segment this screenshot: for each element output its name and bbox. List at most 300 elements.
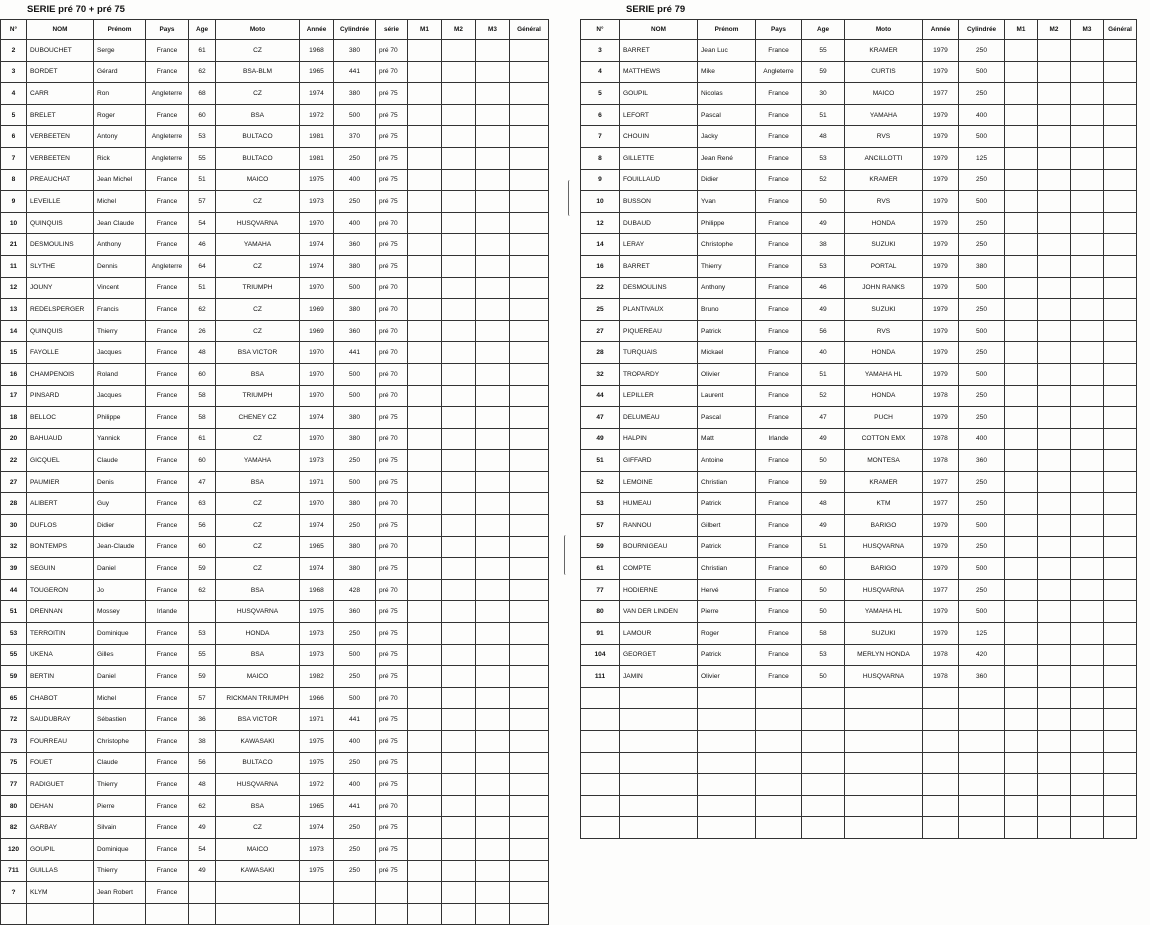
cell-age: 58 [802, 623, 845, 645]
empty-score-cell [442, 450, 476, 472]
cell-age: 60 [189, 363, 216, 385]
empty-score-cell [510, 471, 549, 493]
cell-pr-nom: Anthony [698, 277, 756, 299]
cell-ann-e: 1970 [300, 212, 334, 234]
cell-cylindr-e: 500 [334, 687, 376, 709]
table-row [581, 104, 1137, 126]
cell-n [581, 817, 620, 839]
cell-ann-e [300, 882, 334, 904]
empty-score-cell [442, 40, 476, 62]
cell-pr-nom: Roger [698, 623, 756, 645]
table-row [581, 558, 1137, 580]
cell-age: 47 [189, 471, 216, 493]
table-row [581, 687, 1137, 709]
cell-pays [756, 709, 802, 731]
empty-score-cell [442, 731, 476, 753]
cell-pays: Angleterre [756, 61, 802, 83]
cell-pr-nom: Mickael [698, 342, 756, 364]
table-row [1, 277, 549, 299]
table-header-row [1, 20, 549, 40]
empty-score-cell [1005, 126, 1038, 148]
empty-score-cell [1038, 147, 1071, 169]
cell-age: 60 [189, 104, 216, 126]
cell-nom: BONTEMPS [27, 536, 94, 558]
cell-moto: HUSQVARNA [216, 212, 300, 234]
empty-score-cell [1104, 234, 1137, 256]
empty-score-cell [1005, 493, 1038, 515]
cell-n: 8 [581, 147, 620, 169]
cell-n: 9 [1, 191, 27, 213]
cell-age: 58 [189, 407, 216, 429]
cell-pr-nom: Ron [94, 83, 146, 105]
cell-n: 47 [581, 407, 620, 429]
cell-cylindr-e: 250 [334, 147, 376, 169]
cell-cylindr-e: 441 [334, 795, 376, 817]
empty-score-cell [476, 579, 510, 601]
cell-moto: BSA [216, 104, 300, 126]
empty-score-cell [1038, 493, 1071, 515]
cell-pr-nom: Thierry [94, 774, 146, 796]
empty-score-cell [408, 385, 442, 407]
table-row [1, 126, 549, 148]
page-gutter [548, 0, 580, 785]
cell-moto: MERLYN HONDA [845, 644, 923, 666]
empty-score-cell [1038, 731, 1071, 753]
empty-score-cell [476, 104, 510, 126]
cell-ann-e: 1977 [923, 579, 959, 601]
cell-n [581, 687, 620, 709]
cell-n [581, 731, 620, 753]
cell-pr-nom: Didier [698, 169, 756, 191]
empty-score-cell [442, 774, 476, 796]
empty-score-cell [476, 212, 510, 234]
empty-score-cell [1104, 774, 1137, 796]
cell-pr-nom: Jacques [94, 385, 146, 407]
empty-score-cell [408, 903, 442, 925]
empty-score-cell [1005, 342, 1038, 364]
cell-moto: YAMAHA [845, 104, 923, 126]
empty-score-cell [1104, 363, 1137, 385]
empty-score-cell [1038, 774, 1071, 796]
binding-mark [568, 180, 573, 216]
cell-n: 120 [1, 838, 27, 860]
cell-pr-nom: Olivier [698, 666, 756, 688]
empty-score-cell [1071, 795, 1104, 817]
cell-moto: CZ [216, 428, 300, 450]
empty-score-cell [1005, 147, 1038, 169]
cell-age: 60 [189, 450, 216, 472]
cell-ann-e: 1974 [300, 255, 334, 277]
cell-nom [620, 774, 698, 796]
empty-score-cell [1005, 191, 1038, 213]
empty-score-cell [476, 795, 510, 817]
cell-ann-e: 1977 [923, 493, 959, 515]
empty-score-cell [1038, 191, 1071, 213]
empty-score-cell [510, 666, 549, 688]
cell-moto: BARIGO [845, 515, 923, 537]
cell-moto: CZ [216, 320, 300, 342]
empty-score-cell [1038, 255, 1071, 277]
cell-cylindr-e: 380 [334, 407, 376, 429]
empty-score-cell [442, 61, 476, 83]
cell-ann-e: 1978 [923, 385, 959, 407]
cell-age: 59 [802, 61, 845, 83]
cell-age: 46 [189, 234, 216, 256]
cell-ann-e: 1973 [300, 623, 334, 645]
cell-age [802, 752, 845, 774]
cell-pays: France [756, 601, 802, 623]
empty-score-cell [476, 83, 510, 105]
empty-score-cell [442, 83, 476, 105]
empty-score-cell [476, 191, 510, 213]
empty-score-cell [408, 61, 442, 83]
cell-n: 6 [581, 104, 620, 126]
cell-nom: GUILLAS [27, 860, 94, 882]
table-row [581, 126, 1137, 148]
empty-score-cell [1005, 299, 1038, 321]
empty-score-cell [510, 126, 549, 148]
cell-pays: France [146, 687, 189, 709]
cell-cylindr-e: 360 [334, 320, 376, 342]
cell-cylindr-e: 250 [959, 536, 1005, 558]
column-header: N° [1, 20, 27, 40]
pre79-table [580, 19, 1137, 839]
table-row [1, 191, 549, 213]
cell-n: 18 [1, 407, 27, 429]
empty-score-cell [476, 838, 510, 860]
cell-moto: BSA-BLM [216, 61, 300, 83]
empty-score-cell [510, 903, 549, 925]
table-row [1, 299, 549, 321]
cell-age: 50 [802, 666, 845, 688]
table-row [1, 731, 549, 753]
cell-nom: PINSARD [27, 385, 94, 407]
cell-cylindr-e: 360 [959, 450, 1005, 472]
empty-score-cell [1104, 558, 1137, 580]
cell-moto: BSA [216, 363, 300, 385]
cell-pr-nom: Christian [698, 558, 756, 580]
cell-nom: TROPARDY [620, 363, 698, 385]
cell-ann-e: 1979 [923, 212, 959, 234]
empty-score-cell [1005, 40, 1038, 62]
empty-score-cell [510, 882, 549, 904]
empty-score-cell [442, 342, 476, 364]
cell-cylindr-e: 500 [959, 558, 1005, 580]
table-row [581, 342, 1137, 364]
empty-score-cell [408, 191, 442, 213]
empty-score-cell [1071, 342, 1104, 364]
cell-pays: France [756, 234, 802, 256]
empty-score-cell [510, 61, 549, 83]
cell-ann-e: 1974 [300, 817, 334, 839]
cell-cylindr-e: 360 [334, 601, 376, 623]
column-header: M1 [408, 20, 442, 40]
cell-ann-e: 1979 [923, 61, 959, 83]
empty-score-cell [1038, 666, 1071, 688]
empty-score-cell [1005, 579, 1038, 601]
empty-score-cell [1038, 277, 1071, 299]
empty-score-cell [1104, 471, 1137, 493]
cell-age [802, 687, 845, 709]
cell-n: 22 [581, 277, 620, 299]
cell-cylindr-e: 500 [334, 104, 376, 126]
table-row [581, 234, 1137, 256]
cell-pays: France [756, 493, 802, 515]
cell-pays: France [756, 363, 802, 385]
empty-score-cell [1005, 169, 1038, 191]
cell-ann-e [923, 817, 959, 839]
empty-score-cell [408, 558, 442, 580]
cell-cylindr-e: 125 [959, 147, 1005, 169]
cell-pr-nom [698, 774, 756, 796]
cell-ann-e: 1979 [923, 515, 959, 537]
cell-n: 75 [1, 752, 27, 774]
cell-n: 27 [581, 320, 620, 342]
table-row [581, 709, 1137, 731]
empty-score-cell [1071, 752, 1104, 774]
cell-ann-e: 1979 [923, 169, 959, 191]
column-header: NOM [27, 20, 94, 40]
empty-score-cell [408, 752, 442, 774]
cell-pays: France [146, 860, 189, 882]
cell-n: 72 [1, 709, 27, 731]
empty-score-cell [1005, 536, 1038, 558]
cell-nom: LERAY [620, 234, 698, 256]
cell-moto: HONDA [845, 342, 923, 364]
cell-s-rie: pré 70 [376, 61, 408, 83]
cell-moto [845, 774, 923, 796]
table-row [1, 558, 549, 580]
cell-pays: France [756, 644, 802, 666]
column-header: Cylindrée [334, 20, 376, 40]
empty-score-cell [1005, 687, 1038, 709]
empty-score-cell [1005, 212, 1038, 234]
empty-score-cell [408, 104, 442, 126]
cell-n: 55 [1, 644, 27, 666]
empty-score-cell [1005, 515, 1038, 537]
cell-age: 49 [802, 428, 845, 450]
empty-score-cell [1005, 320, 1038, 342]
table-row [1, 860, 549, 882]
empty-score-cell [408, 450, 442, 472]
cell-pr-nom: Gilbert [698, 515, 756, 537]
empty-score-cell [1071, 601, 1104, 623]
cell-moto: CURTIS [845, 61, 923, 83]
empty-score-cell [408, 882, 442, 904]
cell-cylindr-e [959, 795, 1005, 817]
cell-n: 44 [581, 385, 620, 407]
cell-moto: HONDA [216, 623, 300, 645]
cell-nom: GEORGET [620, 644, 698, 666]
cell-cylindr-e [959, 687, 1005, 709]
empty-score-cell [510, 234, 549, 256]
cell-moto: BARIGO [845, 558, 923, 580]
cell-pays: France [756, 191, 802, 213]
cell-ann-e: 1973 [300, 644, 334, 666]
table-row [581, 40, 1137, 62]
empty-score-cell [1005, 644, 1038, 666]
cell-ann-e: 1970 [300, 363, 334, 385]
cell-cylindr-e: 250 [959, 471, 1005, 493]
cell-cylindr-e: 250 [959, 407, 1005, 429]
empty-score-cell [1071, 255, 1104, 277]
empty-score-cell [1071, 40, 1104, 62]
cell-age: 53 [189, 623, 216, 645]
cell-pr-nom [698, 817, 756, 839]
cell-nom: FAYOLLE [27, 342, 94, 364]
empty-score-cell [1104, 407, 1137, 429]
empty-score-cell [408, 407, 442, 429]
cell-cylindr-e: 370 [334, 126, 376, 148]
cell-cylindr-e: 250 [959, 169, 1005, 191]
cell-nom: CHABOT [27, 687, 94, 709]
cell-age: 30 [802, 83, 845, 105]
cell-cylindr-e: 500 [959, 61, 1005, 83]
empty-score-cell [442, 666, 476, 688]
cell-pr-nom [698, 731, 756, 753]
cell-nom: DUBAUD [620, 212, 698, 234]
empty-score-cell [1104, 731, 1137, 753]
cell-cylindr-e: 380 [334, 83, 376, 105]
table-row [581, 536, 1137, 558]
cell-pays: France [146, 838, 189, 860]
cell-pr-nom: Mossey [94, 601, 146, 623]
cell-pays [146, 903, 189, 925]
cell-pr-nom: Philippe [698, 212, 756, 234]
cell-n: 59 [1, 666, 27, 688]
cell-nom: DESMOULINS [620, 277, 698, 299]
cell-ann-e: 1966 [300, 687, 334, 709]
empty-score-cell [442, 428, 476, 450]
cell-nom [620, 731, 698, 753]
cell-moto: HUSQVARNA [845, 579, 923, 601]
cell-n: 57 [581, 515, 620, 537]
empty-score-cell [1038, 579, 1071, 601]
cell-age: 61 [189, 428, 216, 450]
empty-score-cell [442, 169, 476, 191]
cell-cylindr-e: 380 [334, 428, 376, 450]
cell-ann-e: 1965 [300, 61, 334, 83]
cell-cylindr-e: 380 [334, 493, 376, 515]
table-row [581, 169, 1137, 191]
cell-nom: GOUPIL [27, 838, 94, 860]
table-row [581, 147, 1137, 169]
empty-score-cell [1038, 428, 1071, 450]
table-row [1, 579, 549, 601]
cell-age [189, 601, 216, 623]
table-row [1, 774, 549, 796]
empty-score-cell [1038, 61, 1071, 83]
cell-moto: ANCILLOTTI [845, 147, 923, 169]
cell-cylindr-e: 250 [959, 212, 1005, 234]
cell-age: 48 [189, 342, 216, 364]
cell-nom: DUBOUCHET [27, 40, 94, 62]
empty-score-cell [1071, 83, 1104, 105]
cell-pays: France [756, 212, 802, 234]
cell-cylindr-e: 250 [334, 752, 376, 774]
empty-score-cell [1104, 428, 1137, 450]
cell-age: 49 [189, 817, 216, 839]
table-row [581, 83, 1137, 105]
cell-cylindr-e [959, 774, 1005, 796]
cell-cylindr-e: 250 [959, 83, 1005, 105]
cell-age: 48 [189, 774, 216, 796]
cell-n: 12 [1, 277, 27, 299]
cell-ann-e: 1971 [300, 471, 334, 493]
empty-score-cell [476, 40, 510, 62]
cell-pays: France [146, 385, 189, 407]
empty-score-cell [510, 342, 549, 364]
cell-ann-e: 1975 [300, 169, 334, 191]
cell-moto: CZ [216, 191, 300, 213]
empty-score-cell [510, 644, 549, 666]
cell-pr-nom: Christian [698, 471, 756, 493]
cell-n: 25 [581, 299, 620, 321]
cell-ann-e: 1968 [300, 579, 334, 601]
cell-cylindr-e: 400 [334, 169, 376, 191]
cell-pr-nom: Serge [94, 40, 146, 62]
cell-moto: MAICO [216, 666, 300, 688]
cell-cylindr-e: 250 [959, 579, 1005, 601]
cell-nom: GILLETTE [620, 147, 698, 169]
cell-pays [756, 731, 802, 753]
cell-nom: LAMOUR [620, 623, 698, 645]
cell-moto: SUZUKI [845, 623, 923, 645]
cell-moto: BULTACO [216, 126, 300, 148]
cell-age: 62 [189, 795, 216, 817]
empty-score-cell [1104, 752, 1137, 774]
empty-score-cell [442, 838, 476, 860]
cell-pr-nom: Pascal [698, 104, 756, 126]
cell-nom: FOURREAU [27, 731, 94, 753]
cell-pr-nom: Jo [94, 579, 146, 601]
empty-score-cell [1038, 752, 1071, 774]
table-row [581, 752, 1137, 774]
cell-n: 104 [581, 644, 620, 666]
empty-score-cell [476, 774, 510, 796]
cell-nom: BARRET [620, 40, 698, 62]
cell-moto [845, 817, 923, 839]
cell-n: 8 [1, 169, 27, 191]
table-row [1, 40, 549, 62]
cell-nom: PLANTIVAUX [620, 299, 698, 321]
table-row [581, 774, 1137, 796]
cell-pays: France [756, 147, 802, 169]
cell-pays: France [146, 428, 189, 450]
cell-ann-e: 1972 [300, 104, 334, 126]
cell-pays: France [756, 299, 802, 321]
column-header: M1 [1005, 20, 1038, 40]
cell-n: 28 [1, 493, 27, 515]
cell-age [189, 903, 216, 925]
cell-age: 55 [189, 644, 216, 666]
cell-ann-e: 1977 [923, 83, 959, 105]
empty-score-cell [1071, 212, 1104, 234]
cell-moto: RVS [845, 126, 923, 148]
empty-score-cell [1038, 299, 1071, 321]
cell-ann-e [923, 752, 959, 774]
cell-ann-e: 1979 [923, 407, 959, 429]
cell-age: 57 [189, 687, 216, 709]
cell-s-rie: pré 75 [376, 860, 408, 882]
empty-score-cell [1005, 601, 1038, 623]
cell-nom: SAUDUBRAY [27, 709, 94, 731]
column-header: N° [581, 20, 620, 40]
column-header: M3 [1071, 20, 1104, 40]
cell-s-rie: pré 70 [376, 795, 408, 817]
cell-age [802, 774, 845, 796]
empty-score-cell [510, 623, 549, 645]
